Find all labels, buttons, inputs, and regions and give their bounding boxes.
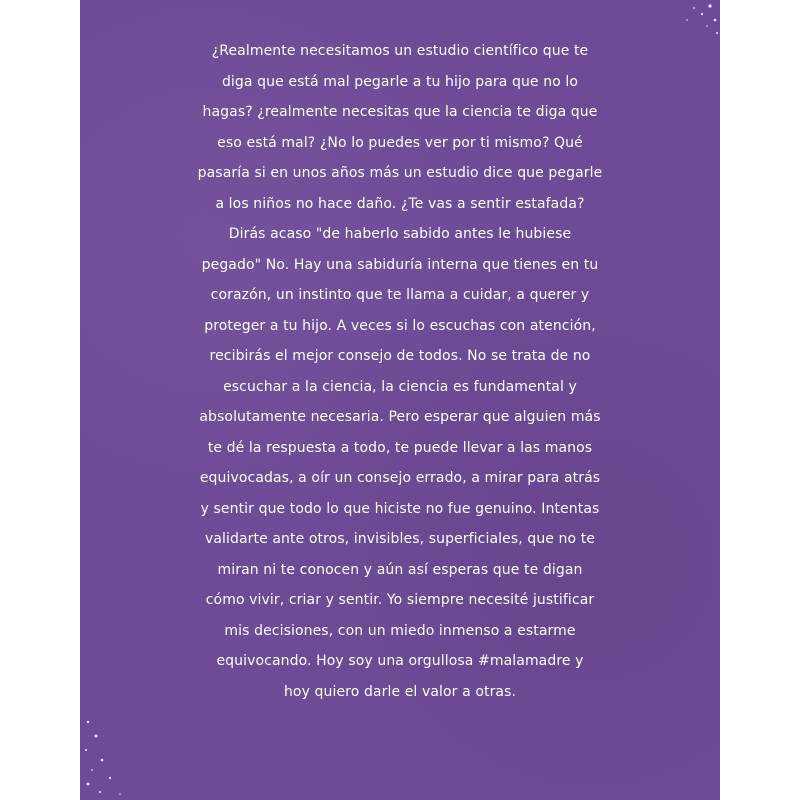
quote-line: miran ni te conocen y aún así esperas que te digan [217,561,583,578]
quote-line: ¿Realmente necesitamos un estudio científico que te [211,43,589,59]
quote-line: diga que está mal pegarle a tu hijo para que no lo [221,73,579,90]
quote-line: proteger a tu hijo. A veces si lo escuchas con atención, [204,317,596,334]
quote-line: eso está mal? ¿No lo puedes ver por ti mismo? Qué [217,134,583,151]
quote-text [80,36,720,707]
quote-line: y sentir que todo lo que hiciste no fue genuino. Intentas [200,500,600,517]
quote-line: pasaría si en unos años más un estudio dice que pegarle [197,165,603,181]
quote-line: validarte ante otros, invisibles, superficiales, que no te [204,531,596,547]
quote-line: recibirás el mejor consejo de todos. No se trata de no [209,348,591,364]
sparkles-decoration-bottom-left [80,710,140,800]
quote-line: te dé la respuesta a todo, te puede llevar a las manos [207,439,593,456]
quote-line: a los niños no hace daño. ¿Te vas a sentir estafada? [215,195,585,212]
quote-line: pegado" No. Hay una sabiduría interna que tienes en tu [201,256,599,273]
quote-line: escuchar a la ciencia, la ciencia es fundamental y [223,378,577,395]
quote-line: corazón, un instinto que te llama a cuidar, a querer y [210,287,590,303]
quote-line: mis decisiones, con un miedo inmenso a estarme [224,622,576,639]
quote-line: hagas? ¿realmente necesitas que la ciencia te diga que [202,104,598,120]
quote-line: cómo vivir, criar y sentir. Yo siempre necesité justificar [205,592,595,608]
quote-line: hoy quiero darle el valor a otras. [283,683,517,700]
quote-line: absolutamente necesaria. Pero esperar que alguien más [199,409,601,425]
quote-card [80,0,720,800]
quote-line: Dirás acaso "de haberlo sabido antes le hubiese [228,226,572,242]
sparkles-decoration-top-right [660,0,720,40]
quote-line: equivocando. Hoy soy una orgullosa #malamadre y [216,653,584,669]
quote-line: equivocadas, a oír un consejo errado, a mirar para atrás [199,470,601,486]
